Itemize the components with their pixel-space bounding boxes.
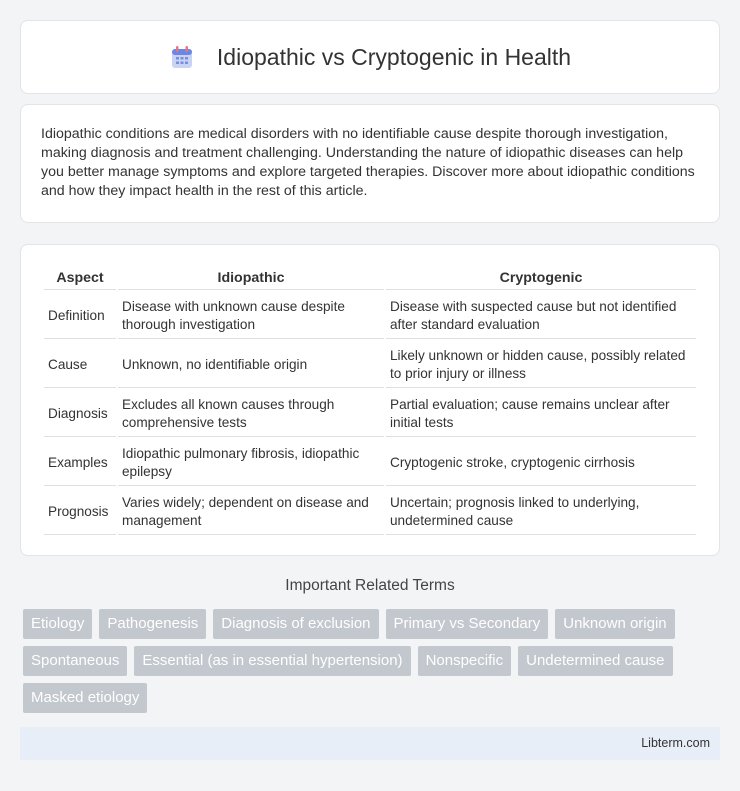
intro-text: Idiopathic conditions are medical disorders with no identifiable cause despite thorough investigation, making diagnosis and treatment challenging. Understanding the nature of idiopathic diseases can help you better manage symptoms and explore targeted therapies. Discover more about idiopathic conditions and how they impact health in the rest of this article. (41, 126, 695, 199)
table-row (44, 292, 696, 339)
table-row (44, 439, 696, 486)
related-term-tag[interactable]: Etiology (23, 609, 92, 639)
idiopathic-cell: Disease with unknown cause despite thorough investigation (118, 292, 384, 339)
header-cryptogenic: Cryptogenic (386, 267, 696, 290)
related-terms-list (23, 609, 723, 720)
table-header-row (44, 267, 696, 290)
related-term-tag[interactable]: Masked etiology (23, 683, 147, 713)
header-aspect: Aspect (44, 267, 116, 290)
table-row (44, 390, 696, 437)
aspect-cell: Definition (44, 292, 116, 339)
cryptogenic-cell: Partial evaluation; cause remains unclear after initial tests (386, 390, 696, 437)
idiopathic-cell: Varies widely; dependent on disease and management (118, 488, 384, 535)
cryptogenic-cell: Uncertain; prognosis linked to underlying, undetermined cause (386, 488, 696, 535)
footer-site-link[interactable]: Libterm.com (641, 736, 710, 750)
related-term-tag[interactable]: Undetermined cause (518, 646, 672, 676)
idiopathic-cell: Idiopathic pulmonary fibrosis, idiopathic epilepsy (118, 439, 384, 486)
idiopathic-cell: Unknown, no identifiable origin (118, 341, 384, 388)
comparison-table (42, 265, 698, 537)
cryptogenic-cell: Likely unknown or hidden cause, possibly related to prior injury or illness (386, 341, 696, 388)
aspect-cell: Prognosis (44, 488, 116, 535)
related-term-tag[interactable]: Primary vs Secondary (386, 609, 549, 639)
related-term-tag[interactable]: Unknown origin (555, 609, 674, 639)
cryptogenic-cell: Disease with suspected cause but not identified after standard evaluation (386, 292, 696, 339)
header-card (20, 20, 720, 94)
related-term-tag[interactable]: Spontaneous (23, 646, 127, 676)
page-title: Idiopathic vs Cryptogenic in Health (216, 43, 572, 70)
related-term-tag[interactable]: Nonspecific (418, 646, 512, 676)
calendar-icon (169, 44, 195, 70)
comparison-card (20, 244, 720, 556)
intro-card (20, 104, 720, 223)
aspect-cell: Cause (44, 341, 116, 388)
cryptogenic-cell: Cryptogenic stroke, cryptogenic cirrhosis (386, 439, 696, 486)
aspect-cell: Examples (44, 439, 116, 486)
related-term-tag[interactable]: Diagnosis of exclusion (213, 609, 378, 639)
header-idiopathic: Idiopathic (118, 267, 384, 290)
table-row (44, 341, 696, 388)
table-row (44, 488, 696, 535)
related-term-tag[interactable]: Essential (as in essential hypertension) (134, 646, 410, 676)
related-terms-title: Important Related Terms (285, 577, 455, 594)
idiopathic-cell: Excludes all known causes through comprehensive tests (118, 390, 384, 437)
related-term-tag[interactable]: Pathogenesis (99, 609, 206, 639)
footer (20, 727, 720, 760)
aspect-cell: Diagnosis (44, 390, 116, 437)
